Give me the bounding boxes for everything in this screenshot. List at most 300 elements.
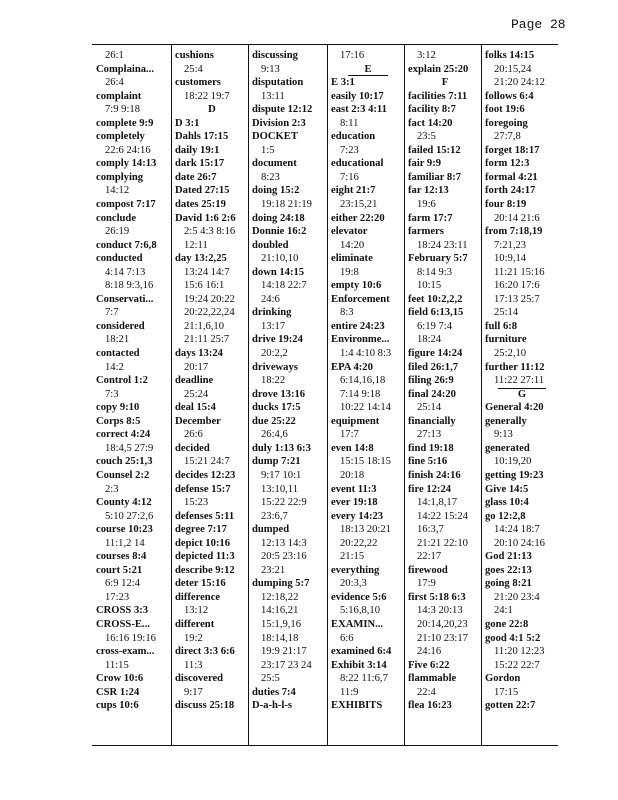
index-page-refs: 20:5 23:16	[261, 551, 307, 563]
index-term: dumped	[252, 524, 290, 536]
index-term: foregoing	[485, 117, 528, 129]
index-page-refs: 27:7,8	[494, 131, 521, 143]
index-page-refs: 17:13 25:7	[494, 293, 540, 305]
index-letter-heading	[331, 63, 405, 77]
index-term: either 22:20	[331, 212, 385, 224]
index-page-refs: 10:19,20	[494, 456, 532, 468]
index-page-refs: 21:10,10	[261, 253, 299, 265]
index-page-refs: 18:14,18	[261, 632, 299, 644]
index-page-refs: 20:14,20,23	[417, 618, 468, 630]
index-term: disputation	[252, 77, 304, 89]
index-term: cushions	[175, 50, 214, 61]
index-page-refs: 6:6	[340, 632, 354, 644]
index-term: discovered	[175, 673, 224, 685]
index-page-refs: 20:22,22	[340, 537, 378, 549]
index-term: firewood	[408, 564, 448, 576]
index-page-refs: 21:20 24:12	[494, 77, 545, 89]
index-term: everything	[331, 564, 380, 576]
index-term: compost 7:17	[96, 199, 156, 211]
index-term: discuss 25:18	[175, 700, 235, 712]
index-term: contacted	[96, 348, 140, 360]
index-page-refs: 7:9 9:18	[105, 104, 141, 116]
index-page-refs: 7:23	[340, 144, 359, 156]
index-page-refs: 15:22 22:9	[261, 497, 307, 509]
index-term: easily 10:17	[331, 90, 384, 102]
index-page-refs: 23:21	[261, 564, 286, 576]
index-term: full 6:8	[485, 320, 518, 332]
index-frame	[92, 44, 558, 746]
index-term: ducks 17:5	[252, 402, 301, 414]
index-term: dark 15:17	[175, 158, 225, 170]
index-term: follows 6:4	[485, 90, 534, 102]
index-term: figure 14:24	[408, 348, 463, 360]
index-page-refs: 26:6	[184, 429, 203, 441]
index-term: complaint	[96, 90, 142, 102]
index-term: daily 19:1	[175, 144, 220, 156]
index-term: General 4:20	[485, 402, 544, 414]
index-term: evidence 5:6	[331, 591, 387, 603]
index-page-refs: 19:9 21:17	[261, 646, 307, 658]
index-term: complete 9:9	[96, 117, 154, 129]
index-term: Environme...	[331, 334, 390, 346]
index-page-refs: 10:22 14:14	[340, 402, 391, 414]
index-term: down 14:15	[252, 266, 305, 278]
index-page-refs: 20:18	[340, 469, 365, 481]
index-term: comply 14:13	[96, 158, 157, 170]
index-term: filing 26:9	[408, 375, 454, 387]
index-page-refs: 20:14 21:6	[494, 212, 540, 224]
index-page-refs: 21:10 23:17	[417, 632, 468, 644]
index-page-refs: 8:18 9:3,16	[105, 280, 154, 292]
index-term: fair 9:9	[408, 158, 442, 170]
index-page-refs: 14:18 22:7	[261, 280, 307, 292]
index-page-refs: 14:24 18:7	[494, 524, 540, 536]
index-page-refs: 8:14 9:3	[417, 266, 453, 278]
index-term: conducted	[96, 253, 143, 265]
index-page-refs: 14:22 15:24	[417, 510, 468, 522]
index-term: duties 7:4	[252, 686, 296, 698]
index-page-refs: 19:2	[184, 632, 203, 644]
index-term: conduct 7:6,8	[96, 239, 157, 251]
index-term: glass 10:4	[485, 497, 529, 509]
index-column-4	[331, 49, 405, 741]
index-letter: G	[498, 388, 546, 400]
index-page-refs: 18:21	[105, 334, 130, 346]
index-term: day 13:2,25	[175, 253, 227, 265]
index-term: doing 15:2	[252, 185, 300, 197]
index-term: cups 10:6	[96, 700, 139, 712]
index-letter: D	[208, 104, 216, 116]
index-term: CSR 1:24	[96, 686, 140, 698]
index-page-refs: 2:3	[105, 483, 119, 495]
index-term: good 4:1 5:2	[485, 632, 541, 644]
index-page-refs: 12:18,22	[261, 591, 299, 603]
index-page-refs: 25:14	[494, 307, 519, 319]
index-term: fact 14:20	[408, 117, 453, 129]
index-page-refs: 11:22 27:11	[494, 375, 545, 387]
index-term: ever 19:18	[331, 497, 378, 509]
index-page-refs: 14:3 20:13	[417, 605, 463, 617]
index-term: fire 12:24	[408, 483, 452, 495]
index-term: dumping 5:7	[252, 578, 310, 590]
index-letter-heading	[485, 388, 559, 402]
index-term: December	[175, 415, 221, 427]
index-term: copy 9:10	[96, 402, 140, 414]
index-page-refs: 11:3	[184, 659, 203, 671]
index-term: County 4:12	[96, 497, 152, 509]
index-term: God 21:13	[485, 551, 532, 563]
index-term: forget 18:17	[485, 144, 540, 156]
index-term: date 26:7	[175, 171, 217, 183]
index-term: entire 24:23	[331, 320, 385, 332]
index-term: Dahls 17:15	[175, 131, 229, 143]
index-page-refs: 5:16,8,10	[340, 605, 381, 617]
index-page-refs: 14:1,8,17	[417, 497, 458, 509]
index-page-refs: 1:4 4:10 8:3	[340, 348, 392, 360]
index-page-refs: 14:20	[340, 239, 365, 251]
index-page-refs: 24:6	[261, 293, 280, 305]
index-term: further 11:12	[485, 361, 545, 373]
index-term: EPA 4:20	[331, 361, 373, 373]
index-term: Exhibit 3:14	[331, 659, 387, 671]
index-term: court 5:21	[96, 564, 143, 576]
index-term: failed 15:12	[408, 144, 461, 156]
index-page-refs: 12:13 14:3	[261, 537, 307, 549]
index-term: David 1:6 2:6	[175, 212, 236, 224]
index-page-refs: 23:6,7	[261, 510, 288, 522]
index-page-refs: 17:23	[105, 591, 130, 603]
index-term: eight 21:7	[331, 185, 376, 197]
index-page-refs: 4:14 7:13	[105, 266, 146, 278]
index-page-refs: 18:24	[417, 334, 442, 346]
index-term: education	[331, 131, 376, 143]
index-term: going 8:21	[485, 578, 532, 590]
index-term: deadline	[175, 375, 214, 387]
index-page-refs: 17:7	[340, 429, 359, 441]
index-page-refs: 11:9	[340, 686, 359, 698]
index-term: Crow 10:6	[96, 673, 144, 685]
index-page-refs: 2:5 4:3 8:16	[184, 226, 236, 238]
index-term: degree 7:17	[175, 524, 227, 536]
index-term: different	[175, 618, 215, 630]
index-page-refs: 15:23	[184, 497, 209, 509]
index-column-2	[175, 49, 249, 741]
index-page-refs: 18:22 19:7	[184, 90, 230, 102]
index-term: duly 1:13 6:3	[252, 442, 311, 454]
index-term: Conservati...	[96, 293, 154, 305]
index-page-refs: 17:9	[417, 578, 436, 590]
index-page-refs: 10:9,14	[494, 253, 527, 265]
index-term: complying	[96, 171, 144, 183]
index-term: Corps 8:5	[96, 415, 141, 427]
page-number: Page 28	[511, 17, 566, 32]
index-page-refs: 24:1	[494, 605, 513, 617]
index-term: CROSS 3:3	[96, 605, 149, 617]
index-term: due 25:22	[252, 415, 296, 427]
index-page-refs: 14:12	[105, 185, 130, 197]
index-term: four 8:19	[485, 199, 527, 211]
index-term: D-a-h-l-s	[252, 700, 293, 712]
index-page-refs: 22:17	[417, 551, 442, 563]
index-page-refs: 11:21 15:16	[494, 266, 545, 278]
index-term: educational	[331, 158, 384, 170]
index-page-refs: 25:5	[261, 673, 280, 685]
index-column-1	[96, 49, 170, 741]
column-divider	[327, 45, 328, 745]
index-term: correct 4:24	[96, 429, 151, 441]
index-term: DOCKET	[252, 131, 298, 143]
index-page-refs: 8:22 11:6,7	[340, 673, 388, 685]
index-page-refs: 13:17	[261, 320, 286, 332]
index-page-refs: 21:20 23:4	[494, 591, 540, 603]
index-term: conclude	[96, 212, 137, 224]
index-term: Division 2:3	[252, 117, 306, 129]
index-page-refs: 20:15,24	[494, 63, 532, 75]
index-term: dump 7:21	[252, 456, 301, 468]
index-page-refs: 27:13	[417, 429, 442, 441]
index-term: go 12:2,8	[485, 510, 526, 522]
index-term: completely	[96, 131, 145, 143]
index-page-refs: 8:3	[340, 307, 354, 319]
index-term: event 11:3	[331, 483, 377, 495]
index-column-5	[408, 49, 482, 741]
index-page-refs: 14:16,21	[261, 605, 299, 617]
index-page-refs: 15:6 16:1	[184, 280, 225, 292]
index-page-refs: 16:20 17:6	[494, 280, 540, 292]
index-page-refs: 26:1	[105, 50, 124, 61]
index-page-refs: 13:11	[261, 90, 285, 102]
index-term: direct 3:3 6:6	[175, 646, 235, 658]
index-page-refs: 3:12	[417, 50, 436, 61]
index-page-refs: 1:5	[261, 144, 275, 156]
index-page-refs: 15:21 24:7	[184, 456, 230, 468]
index-term: field 6:13,15	[408, 307, 464, 319]
index-page-refs: 15:1,9,16	[261, 618, 302, 630]
index-term: CROSS-E...	[96, 618, 150, 630]
index-term: Enforcement	[331, 293, 390, 305]
index-term: depict 10:16	[175, 537, 231, 549]
index-term: E 3:1	[331, 77, 355, 89]
index-page-refs: 7:3	[105, 388, 119, 400]
index-term: financially	[408, 415, 456, 427]
index-page-refs: 19:8	[340, 266, 359, 278]
index-term: finish 24:16	[408, 469, 461, 481]
index-page-refs: 9:13	[261, 63, 280, 75]
index-term: farm 17:7	[408, 212, 453, 224]
index-term: Give 14:5	[485, 483, 529, 495]
index-letter: F	[441, 77, 449, 89]
index-page-refs: 21:1,6,10	[184, 320, 225, 332]
index-term: equipment	[331, 415, 380, 427]
index-page-refs: 19:24 20:22	[184, 293, 235, 305]
index-term: generally	[485, 415, 527, 427]
index-page-refs: 18:22	[261, 375, 286, 387]
index-term: cross-exam...	[96, 646, 155, 658]
index-term: furniture	[485, 334, 527, 346]
index-page-refs: 16:16 19:16	[105, 632, 156, 644]
index-term: defense 15:7	[175, 483, 231, 495]
index-page-refs: 22:4	[417, 686, 436, 698]
index-term: folks 14:15	[485, 50, 535, 61]
index-page-refs: 20:10 24:16	[494, 537, 545, 549]
index-page-refs: 11:20 12:23	[494, 646, 545, 658]
index-term: filed 26:1,7	[408, 361, 459, 373]
index-term: discussing	[252, 50, 298, 61]
index-term: doubled	[252, 239, 289, 251]
index-term: every 14:23	[331, 510, 384, 522]
index-term: empty 10:6	[331, 280, 382, 292]
index-term: familiar 8:7	[408, 171, 462, 183]
index-term: far 12:13	[408, 185, 449, 197]
column-divider	[171, 45, 172, 745]
index-letter-heading	[408, 76, 482, 90]
index-term: Complaina...	[96, 63, 154, 75]
index-page-refs: 11:15	[105, 659, 129, 671]
index-term: formal 4:21	[485, 171, 538, 183]
index-page-refs: 18:13 20:21	[340, 524, 391, 536]
index-page-refs: 21:11 25:7	[184, 334, 230, 346]
index-page-refs: 13:10,11	[261, 483, 298, 495]
index-term: farmers	[408, 226, 444, 238]
index-term: east 2:3 4:11	[331, 104, 387, 116]
index-term: depicted 11:3	[175, 551, 235, 563]
index-page-refs: 10:15	[417, 280, 442, 292]
index-term: D 3:1	[175, 117, 200, 129]
index-page-refs: 19:18 21:19	[261, 199, 312, 211]
index-term: couch 25:1,3	[96, 456, 153, 468]
index-term: Dated 27:15	[175, 185, 230, 197]
index-term: feet 10:2,2,2	[408, 293, 463, 305]
index-page-refs: 16:3,7	[417, 524, 444, 536]
index-term: drinking	[252, 307, 292, 319]
index-term: driveways	[252, 361, 298, 373]
index-term: deter 15:16	[175, 578, 226, 590]
index-page-refs: 20:22,22,24	[184, 307, 235, 319]
index-term: explain 25:20	[408, 63, 469, 75]
index-term: forth 24:17	[485, 185, 536, 197]
index-page-refs: 6:19 7:4	[417, 320, 453, 332]
index-term: decided	[175, 442, 210, 454]
index-page-refs: 24:16	[417, 646, 442, 658]
index-page-refs: 9:17 10:1	[261, 469, 302, 481]
index-page-refs: 15:22 22:7	[494, 659, 540, 671]
index-term: find 19:18	[408, 442, 454, 454]
index-term: dispute 12:12	[252, 104, 313, 116]
index-page-refs: 14:2	[105, 361, 124, 373]
index-page-refs: 12:11	[184, 239, 208, 251]
index-term: Donnie 16:2	[252, 226, 307, 238]
index-term: customers	[175, 77, 221, 89]
index-page-refs: 15:15 18:15	[340, 456, 391, 468]
index-term: course 10:23	[96, 524, 153, 536]
index-page-refs: 25:14	[417, 402, 442, 414]
index-term: document	[252, 158, 297, 170]
index-page-refs: 7:21,23	[494, 239, 527, 251]
index-page-refs: 19:6	[417, 199, 436, 211]
index-term: drive 19:24	[252, 334, 303, 346]
index-page-refs: 13:24 14:7	[184, 266, 230, 278]
index-page-refs: 20:2,2	[261, 348, 288, 360]
index-page-refs: 20:3,3	[340, 578, 367, 590]
index-term: EXHIBITS	[331, 700, 383, 712]
index-term: from 7:18,19	[485, 226, 543, 238]
index-term: final 24:20	[408, 388, 456, 400]
index-term: foot 19:6	[485, 104, 525, 116]
index-term: difference	[175, 591, 221, 603]
index-term: Control 1:2	[96, 375, 148, 387]
index-page-refs: 18:24 23:11	[417, 239, 468, 251]
index-term: drove 13:16	[252, 388, 306, 400]
index-term: deal 15:4	[175, 402, 216, 414]
index-page-refs: 5:10 27:2,6	[105, 510, 154, 522]
index-term: courses 8:4	[96, 551, 147, 563]
index-letter: E	[348, 64, 387, 76]
index-page-refs: 23:5	[417, 131, 436, 143]
index-term: goes 22:13	[485, 564, 532, 576]
index-page-refs: 17:15	[494, 686, 519, 698]
index-page-refs: 18:4,5 27:9	[105, 442, 154, 454]
index-term: fine 5:16	[408, 456, 448, 468]
index-page-refs: 9:17	[184, 686, 203, 698]
index-page-refs: 25:4	[184, 63, 203, 75]
index-page-refs: 21:15	[340, 551, 365, 563]
index-term: days 13:24	[175, 348, 223, 360]
index-term: getting 19:23	[485, 469, 544, 481]
index-page-refs: 9:13	[494, 429, 513, 441]
index-page-refs: 21:21 22:10	[417, 537, 468, 549]
index-term: flea 16:23	[408, 700, 452, 712]
index-page-refs: 26:4,6	[261, 429, 288, 441]
index-term: form 12:3	[485, 158, 530, 170]
index-term: dates 25:19	[175, 199, 226, 211]
index-term: facilities 7:11	[408, 90, 468, 102]
index-page-refs: 25:2,10	[494, 348, 527, 360]
index-term: Five 6:22	[408, 659, 450, 671]
index-term: Counsel 2:2	[96, 469, 150, 481]
index-term: doing 24:18	[252, 212, 305, 224]
index-term: first 5:18 6:3	[408, 591, 466, 603]
index-term: gotten 22:7	[485, 700, 536, 712]
index-letter-heading	[175, 103, 249, 117]
index-page-refs: 23:15,21	[340, 199, 378, 211]
index-term: describe 9:12	[175, 564, 235, 576]
index-page-refs: 26:19	[105, 226, 130, 238]
index-page-refs: 8:23	[261, 171, 280, 183]
index-term: considered	[96, 320, 145, 332]
index-column-3	[252, 49, 326, 741]
index-term: flammable	[408, 673, 457, 685]
index-term: gone 22:8	[485, 618, 529, 630]
index-term: Gordon	[485, 673, 521, 685]
index-page-refs: 25:24	[184, 388, 209, 400]
index-term: eliminate	[331, 253, 373, 265]
index-term: generated	[485, 442, 530, 454]
index-term: examined 6:4	[331, 646, 392, 658]
index-page-refs: 8:11	[340, 117, 359, 129]
index-page-refs: 7:16	[340, 171, 359, 183]
index-page-refs: 7:14 9:18	[340, 388, 381, 400]
index-term: decides 12:23	[175, 469, 236, 481]
index-page-refs: 13:12	[184, 605, 209, 617]
index-page-refs: 23:17 23 24	[261, 659, 312, 671]
index-term: even 14:8	[331, 442, 374, 454]
index-term: defenses 5:11	[175, 510, 235, 522]
index-page-refs: 17:16	[340, 50, 365, 61]
index-column-6	[485, 49, 559, 741]
index-page-refs: 6:9 12:4	[105, 578, 141, 590]
index-page-refs: 6:14,16,18	[340, 375, 386, 387]
index-page-refs: 20:17	[184, 361, 209, 373]
